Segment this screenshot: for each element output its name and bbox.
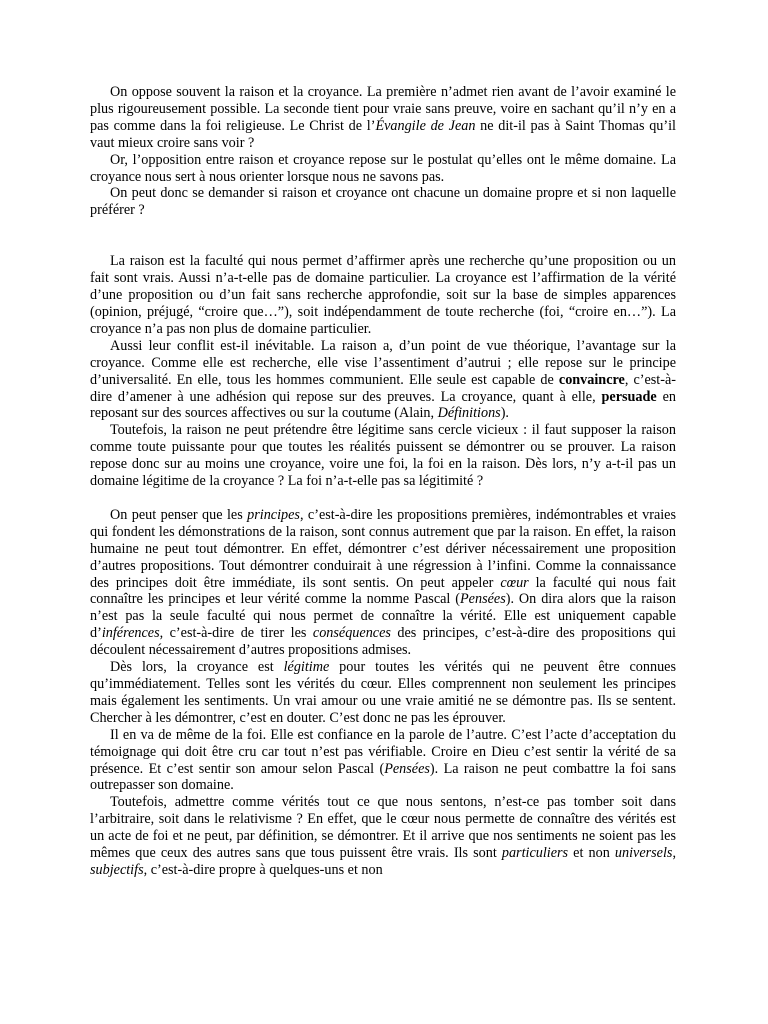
text-run: , c’est-à-dire propre à quelques-uns et non (143, 861, 383, 878)
italic-term: conséquences (312, 625, 391, 642)
text-run: Dès lors, la croyance est (110, 659, 284, 676)
italic-term: principes (247, 506, 300, 523)
text-run: On peut penser que les (110, 506, 248, 523)
bold-term: persuade (601, 388, 657, 405)
intro-paragraph-2: Or, l’opposition entre raison et croyance repose sur le postulat qu’elles ont le même domaine. La croyance nous sert à nous orienter lorsque nous ne savons pas. (90, 151, 676, 185)
text-run: Toutefois, admettre comme vérités tout ce que nous sentons, n’est-ce pas tomber soit dans l’arbitraire, soit dans le relativisme ? En effet, que le cœur nous permette de connaître des vérités est un acte de foi et ne peut, par définition, se démontrer. Et il arrive que nos sentiments ne soient pas les mêmes que ceux des autres sans que tous puissent être vrais. Ils sont (90, 794, 676, 862)
book-title: Évangile de Jean (375, 117, 476, 134)
text-run: en reposant sur des sources affectives ou sur la coutume (Alain, (90, 388, 676, 422)
text-run: , c’est-à-dire d’amener à une adhésion qui repose sur des preuves. La croyance, quant à elle, (90, 371, 676, 405)
section-gap (90, 219, 676, 253)
text-run: , c’est-à-dire les propositions premières, indémontrables et vraies qui fondent les démonstrations de la raison, sont connus autrement que par la raison. En effet, la raison humaine ne peut tout démontrer. En effet, démontrer c’est dériver nécessairement une proposition d’autres propositions. Tout démontrer conduirait à une régression à l’infini. Comme la connaissance des principes doit être immédiate, ils sont sentis. On peut appeler (90, 506, 676, 591)
text-run: la faculté qui nous fait connaître les principes et leur vérité comme la nomme Pascal ( (90, 574, 676, 608)
text-run: Il en va de même de la foi. Elle est confiance en la parole de l’autre. C’est l’acte d’acceptation du témoignage qui doit être cru car tout n’est pas vérifiable. Croire en Dieu c’est sentir la vérité de sa présence. Et c’est sentir son amour selon Pascal ( (90, 726, 676, 777)
text-run: ). La raison ne peut combattre la foi sans outrepasser son domaine. (90, 760, 676, 794)
italic-term: légitime (283, 659, 330, 676)
part1-paragraph-2 (90, 338, 676, 423)
section-gap (90, 490, 676, 507)
text-run: des principes, c’est-à-dire des propositions qui découlent nécessairement d’autres propositions admises. (90, 625, 676, 659)
text-run: pour toutes les vérités qui ne peuvent être connues qu’immédiatement. Telles sont les vérités du cœur. Elles comprennent non seulement les principes mais également les sentiments. Un vrai amour ou une vraie amitié ne se démontre pas. Ils se sentent. Chercher à les démontrer, c’est en douter. C’est donc ne pas les éprouver. (90, 659, 677, 726)
italic-term: universels (614, 845, 673, 862)
text-run: ne dit-il pas à Saint Thomas qu’il vaut mieux croire sans voir ? (90, 117, 676, 151)
book-title: Pensées (460, 591, 506, 608)
part2-paragraph-2 (90, 659, 676, 727)
part2-paragraph-1 (90, 507, 676, 659)
bold-term: convaincre (558, 371, 625, 388)
part1-paragraph-1: La raison est la faculté qui nous permet d’affirmer après une recherche qu’une proposition ou un fait sont vrais. Aussi n’a-t-elle pas de domaine particulier. La croyance est l’affirmation de la vérité d’une proposition ou d’un fait sans recherche approfondie, soit sur la base de simples apparences (opinion, préjugé, “croire que…”), soit indépendamment de toute recherche (foi, “croire en…”). La croyance n’a pas non plus de domaine particulier. (90, 253, 676, 337)
book-title: Définitions (437, 405, 501, 422)
italic-term: cœur (500, 574, 529, 591)
italic-term: particuliers (501, 845, 569, 862)
part1-paragraph-3: Toutefois, la raison ne peut prétendre être légitime sans cercle vicieux : il faut supposer la raison comme toute puissante pour que toutes les réalités puissent se démontrer ou se prouver. La raison repose donc sur au moins une croyance, voire une foi, la foi en la raison. Dès lors, n’y a-t-il pas un domaine légitime de la croyance ? La foi n’a-t-elle pas sa légitimité ? (90, 422, 676, 490)
book-title: Pensées (384, 760, 430, 777)
italic-term: subjectifs (90, 861, 144, 878)
intro-paragraph-3: On peut donc se demander si raison et croyance ont chacune un domaine propre et si non laquelle préférer ? (90, 185, 676, 219)
text-run: , c’est-à-dire de tirer les (159, 625, 313, 642)
text-run: ). On dira alors que la raison n’est pas la seule faculté qui nous permet de connaître la vérité. Elle est uniquement capable d’ (90, 591, 676, 642)
text-run: On oppose souvent la raison et la croyance. La première n’admet rien avant de l’avoir examiné le plus rigoureusement possible. La seconde tient pour vraie sans preuve, voire en sachant qu’il n’y en a pas comme dans la foi religieuse. Le Christ de l’ (90, 84, 676, 134)
document-page (90, 84, 676, 879)
text-run: , (672, 845, 676, 862)
italic-term: inférences (101, 625, 160, 642)
part2-paragraph-3 (90, 727, 676, 795)
part2-paragraph-4 (90, 794, 676, 879)
text-run: Aussi leur conflit est-il inévitable. La raison a, d’un point de vue théorique, l’avantage sur la croyance. Comme elle est recherche, elle vise l’assentiment d’autrui ; elle repose sur le principe d’universalité. En elle, tous les hommes communient. Elle seule est capable de (90, 337, 676, 388)
text-run: ). (500, 405, 509, 422)
intro-paragraph-1 (90, 84, 676, 152)
text-run: et non (568, 845, 615, 862)
